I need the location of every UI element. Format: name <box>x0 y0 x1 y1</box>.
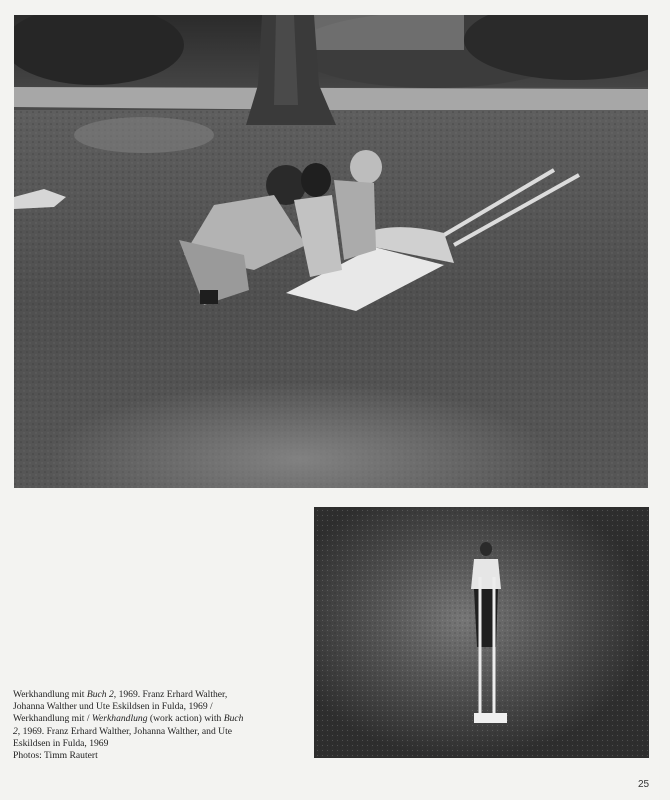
caption-en-lead: (work action) with <box>147 713 224 725</box>
photo-book-unrolling <box>14 15 648 488</box>
photo-book-unrolling-image <box>14 15 648 488</box>
caption-de-lead: Werkhandlung mit <box>13 689 87 700</box>
caption-en-work-title: Buch 2 <box>13 713 244 737</box>
caption-text <box>13 689 253 750</box>
caption-de-work-title: Buch 2 <box>86 689 114 700</box>
caption-en-work-term: Werkhandlung <box>91 713 148 725</box>
photo-man-with-frame <box>314 507 649 758</box>
page-number: 25 <box>638 779 650 790</box>
caption-en-rest: , 1969. Franz Erhard Walther, Johanna Walther, and Ute Eskildsen in Fulda, 1969 <box>13 725 232 749</box>
photo-man-with-frame-image <box>314 507 649 758</box>
figure-caption <box>13 689 253 762</box>
caption-photo-credit: Photos: Timm Rautert <box>13 750 98 762</box>
caption-de-rest: , 1969. Franz Erhard Walther, Johanna Walther und Ute Eskildsen in Fulda, 1969 / Werkhandlung mit / <box>13 689 228 725</box>
